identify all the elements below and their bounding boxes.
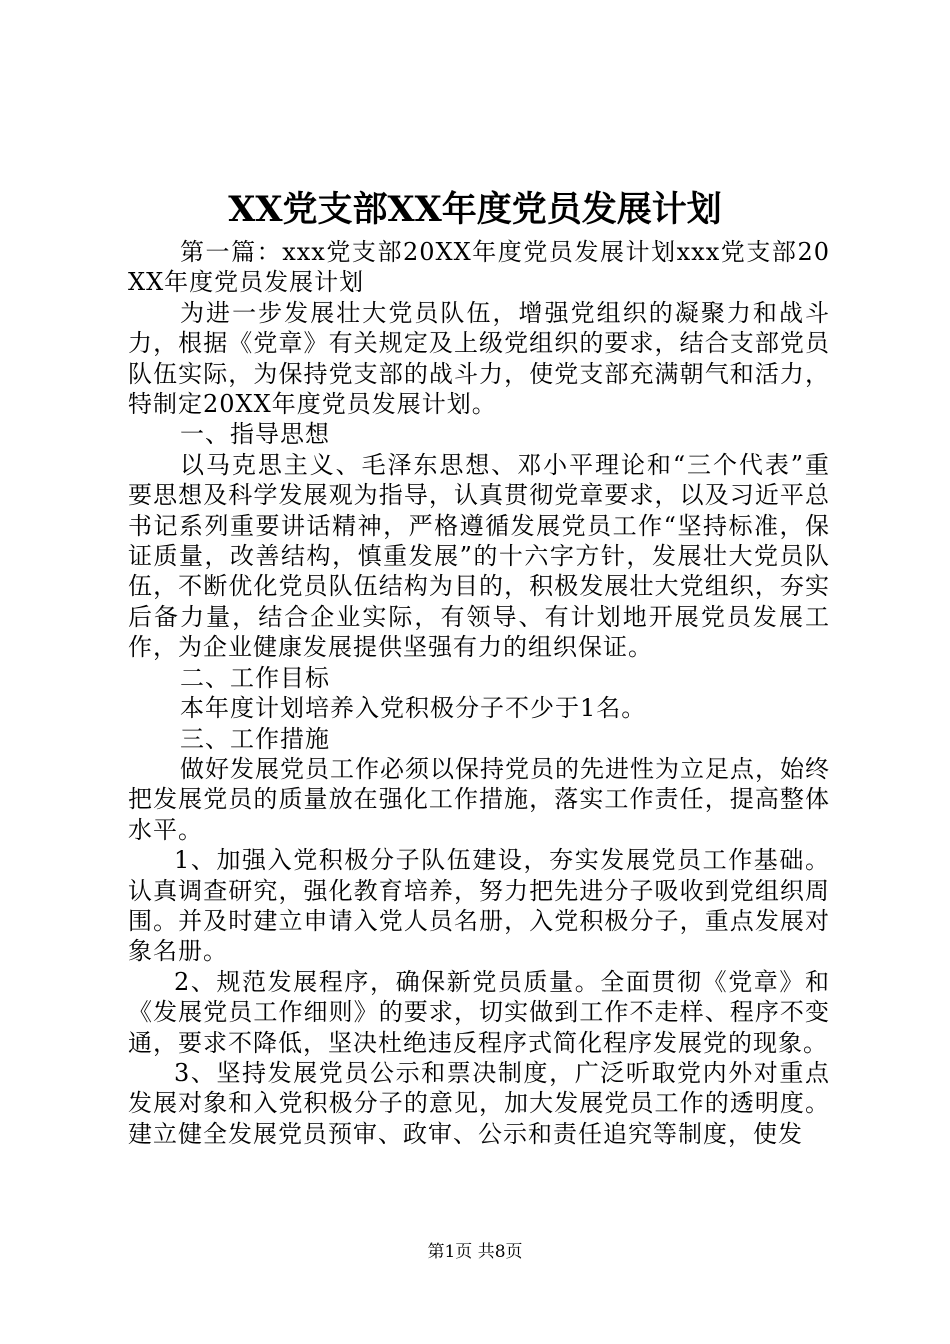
section-heading-work-measures: 三、工作措施 [180,724,330,753]
paragraph-guiding-thought: 以马克思主义、毛泽东思想、邓小平理论和“三个代表”重要思想及科学发展观为指导，认真贯彻党章要求，以及习近平总书记系列重要讲话精神，严格遵循发展党员工作“坚持标准，保证质量，改善结构，慎重发展”的十六字方针，发展壮大党员队伍，不断优化党员队伍结构为目的，积极发展壮大党组织，夯实后备力量，结合企业实际，有领导、有计划地开展党员发展工作，为企业健康发展提供坚强有力的组织保证。 [128,450,830,662]
section-heading-work-goal: 二、工作目标 [180,663,330,692]
document-title: XX党支部XX年度党员发展计划 [228,189,722,230]
section-heading-guiding-thought: 一、指导思想 [180,420,330,449]
document-body [128,237,830,1149]
paragraph-purpose: 为进一步发展壮大党员队伍，增强党组织的凝聚力和战斗力，根据《党章》有关规定及上级党组织的要求，结合支部党员队伍实际，为保持党支部的战斗力，使党支部充满朝气和活力，特制定20XX年度党员发展计划。 [128,298,830,419]
page-number-footer: 第1页 共8页 [427,1242,523,1262]
paragraph-work-goal: 本年度计划培养入党积极分子不少于1名。 [180,694,647,723]
paragraph-intro: 第一篇：xxx党支部20XX年度党员发展计划xxx党支部20XX年度党员发展计划 [128,238,830,297]
paragraph-measure-3: 3、坚持发展党员公示和票决制度，广泛听取党内外对重点发展对象和入党积极分子的意见，加大发展党员工作的透明度。建立健全发展党员预审、政审、公示和责任追究等制度，使发 [128,1058,830,1148]
paragraph-measure-1: 1、加强入党积极分子队伍建设，夯实发展党员工作基础。认真调查研究，强化教育培养，努力把先进分子吸收到党组织周围。并及时建立申请入党人员名册，入党积极分子，重点发展对象名册。 [128,846,830,966]
paragraph-work-measures: 做好发展党员工作必须以保持党员的先进性为立足点，始终把发展党员的质量放在强化工作措施，落实工作责任，提高整体水平。 [128,754,830,844]
paragraph-measure-2: 2、规范发展程序，确保新党员质量。全面贯彻《党章》和《发展党员工作细则》的要求，切实做到工作不走样、程序不变通，要求不降低，坚决杜绝违反程序式简化程序发展党的现象。 [128,967,830,1057]
